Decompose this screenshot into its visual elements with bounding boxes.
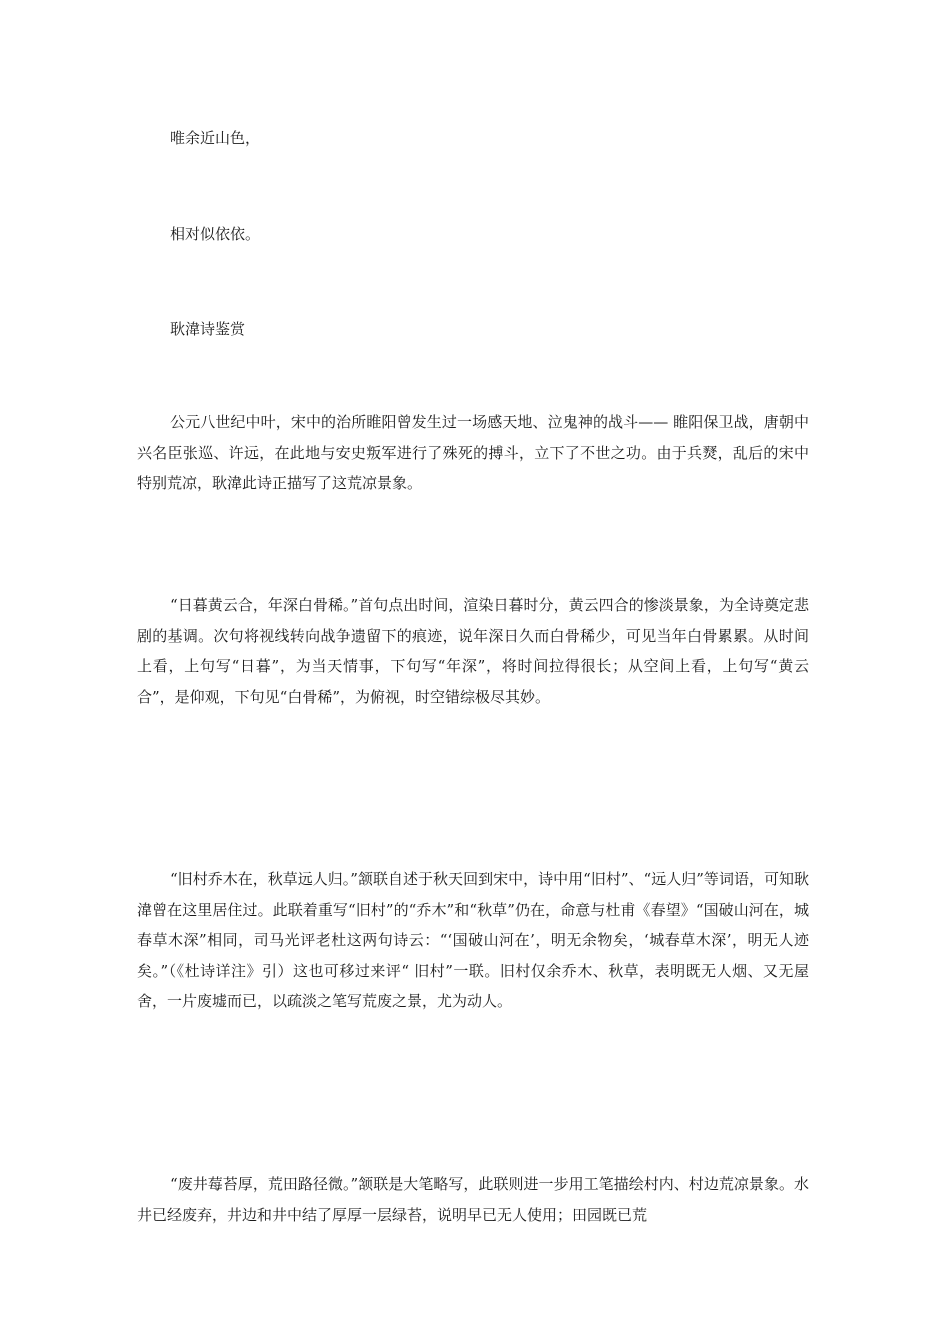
poem-line-2: 相对似依依。 <box>170 225 261 243</box>
paragraph-third-couplet: “废井莓苔厚，荒田路径微。”颔联是大笔略写，此联则进一步用工笔描绘村内、村边荒凉景象。水井已经废弃，井边和井中结了厚厚一层绿苔，说明早已无人使用；田园既已荒 <box>137 1175 809 1224</box>
paragraph-first-couplet: “日暮黄云合，年深白骨稀。”首句点出时间，渲染日暮时分，黄云四合的惨淡景象，为全诗奠定悲剧的基调。次句将视线转向战争遗留下的痕迹，说年深日久而白骨稀少，可见当年白骨累累。从时间上看，上句写“日暮”，为当天情事，下句写“年深”，将时间拉得很长；从空间上看，上句写“黄云合”，是仰观，下句见“白骨稀”，为俯视，时空错综极尽其妙。 <box>137 596 809 706</box>
poem-line-1: 唯余近山色， <box>170 129 261 147</box>
paragraph-second-couplet: “旧村乔木在，秋草远人归。”颔联自述于秋天回到宋中，诗中用“旧村”、“远人归”等词语，可知耿湋曾在这里居住过。此联着重写“旧村”的“乔木”和“秋草”仍在，命意与杜甫《春望》“国破山河在，城春草木深”相同，司马光评老杜这两句诗云：“‘国破山河在’，明无余物矣，‘城春草木深’，明无人迹矣。”（《杜诗详注》引）这也可移过来评“ 旧村”一联。旧村仅余乔木、秋草，表明既无人烟、又无屋舍，一片废墟而已，以疏淡之笔写荒废之景，尤为动人。 <box>137 870 809 1010</box>
paragraph-intro: 公元八世纪中叶，宋中的治所睢阳曾发生过一场感天地、泣鬼神的战斗—— 睢阳保卫战，唐朝中兴名臣张巡、许远，在此地与安史叛军进行了殊死的搏斗，立下了不世之功。由于兵燹，乱后的宋中特别荒凉，耿湋此诗正描写了这荒凉景象。 <box>137 413 809 492</box>
section-heading: 耿湋诗鉴赏 <box>170 320 246 338</box>
